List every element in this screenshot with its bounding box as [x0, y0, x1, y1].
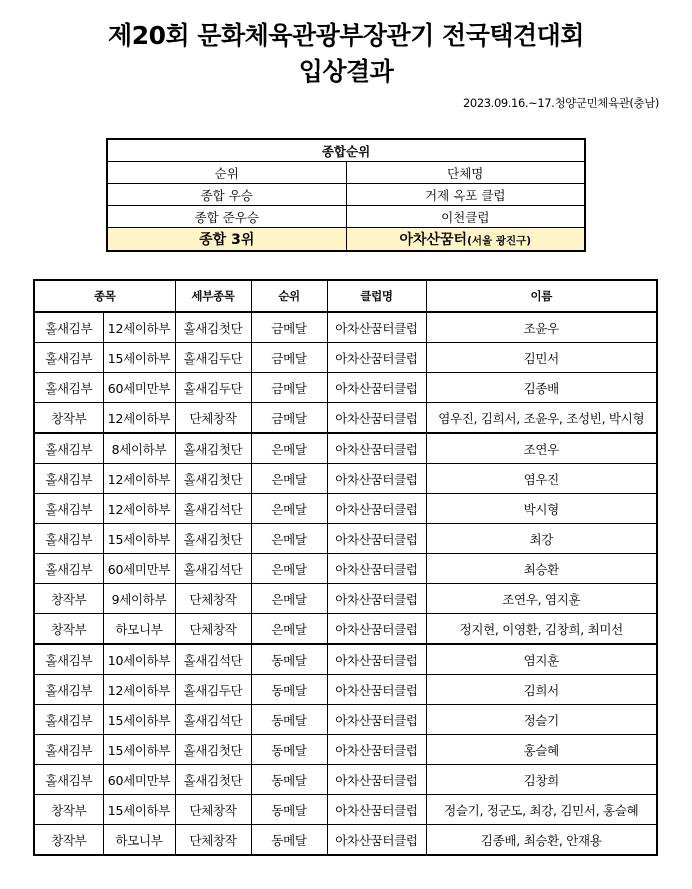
division-cell: 12세이하부 — [103, 403, 175, 434]
table-row — [34, 403, 657, 434]
event-cell: 홀새김부 — [34, 675, 103, 705]
club-cell: 아차산꿈터클럽 — [327, 524, 426, 554]
sub-event-cell: 단체창작 — [175, 614, 251, 645]
division-cell: 12세이하부 — [103, 675, 175, 705]
table-row — [34, 343, 657, 373]
name-cell: 염우진 — [426, 464, 657, 494]
table-row — [34, 584, 657, 614]
event-cell: 홀새김부 — [34, 373, 103, 403]
table-row — [34, 825, 657, 856]
division-cell: 15세이하부 — [103, 795, 175, 825]
division-cell: 15세이하부 — [103, 343, 175, 373]
header-club: 클럽명 — [327, 280, 426, 312]
division-cell: 15세이하부 — [103, 705, 175, 735]
rank-cell: 종합 우승 — [107, 184, 346, 206]
sub-event-cell: 홀새김두단 — [175, 343, 251, 373]
division-cell: 60세미만부 — [103, 373, 175, 403]
sub-event-cell: 단체창작 — [175, 795, 251, 825]
name-cell: 최승환 — [426, 554, 657, 584]
medal-cell: 동메달 — [251, 735, 327, 765]
event-cell: 홀새김부 — [34, 312, 103, 343]
event-cell: 홀새김부 — [34, 735, 103, 765]
club-cell: 아차산꿈터클럽 — [327, 735, 426, 765]
page-title: 제20회 문화체육관광부장관기 전국택견대회 — [108, 21, 584, 50]
table-row — [34, 705, 657, 735]
club-cell: 아차산꿈터클럽 — [327, 644, 426, 675]
event-cell: 홀새김부 — [34, 554, 103, 584]
club-cell: 아차산꿈터클럽 — [327, 614, 426, 645]
event-cell: 홀새김부 — [34, 494, 103, 524]
name-cell: 홍슬혜 — [426, 735, 657, 765]
table-row — [34, 614, 657, 645]
table-row — [34, 644, 657, 675]
club-cell: 아차산꿈터클럽 — [327, 312, 426, 343]
club-cell: 아차산꿈터클럽 — [327, 343, 426, 373]
sub-event-cell: 단체창작 — [175, 825, 251, 856]
medal-cell: 은메달 — [251, 494, 327, 524]
sub-event-cell: 홀새김두단 — [175, 675, 251, 705]
header-event: 종목 — [34, 280, 175, 312]
sub-event-cell: 홀새김석단 — [175, 554, 251, 584]
event-cell: 창작부 — [34, 825, 103, 856]
table-row — [34, 464, 657, 494]
sub-event-cell: 홀새김첫단 — [175, 433, 251, 464]
team-cell: 거제 옥포 클럽 — [346, 184, 585, 206]
sub-event-cell: 홀새김첫단 — [175, 464, 251, 494]
medal-cell: 금메달 — [251, 373, 327, 403]
sub-event-cell: 홀새김첫단 — [175, 312, 251, 343]
medal-cell: 금메달 — [251, 312, 327, 343]
table-row — [34, 765, 657, 795]
medal-cell: 은메달 — [251, 524, 327, 554]
sub-event-cell: 단체창작 — [175, 584, 251, 614]
division-cell: 15세이하부 — [103, 735, 175, 765]
third-team-cell — [346, 228, 585, 252]
table-row — [34, 524, 657, 554]
table-row — [34, 312, 657, 343]
club-cell: 아차산꿈터클럽 — [327, 795, 426, 825]
club-cell: 아차산꿈터클럽 — [327, 675, 426, 705]
rank-cell: 종합 준우승 — [107, 206, 346, 228]
event-cell: 창작부 — [34, 795, 103, 825]
name-cell: 조연우, 염지훈 — [426, 584, 657, 614]
medal-cell: 동메달 — [251, 765, 327, 795]
medal-cell: 은메달 — [251, 584, 327, 614]
division-cell: 12세이하부 — [103, 464, 175, 494]
sub-event-cell: 단체창작 — [175, 403, 251, 434]
club-cell: 아차산꿈터클럽 — [327, 464, 426, 494]
sub-event-cell: 홀새김석단 — [175, 705, 251, 735]
team-cell: 이천클럽 — [346, 206, 585, 228]
event-cell: 홀새김부 — [34, 524, 103, 554]
event-cell: 홀새김부 — [34, 644, 103, 675]
division-cell: 15세이하부 — [103, 524, 175, 554]
name-cell: 조윤우 — [426, 312, 657, 343]
event-cell: 창작부 — [34, 614, 103, 645]
table-row — [34, 735, 657, 765]
col-rank-header: 순위 — [107, 162, 346, 184]
name-cell: 조연우 — [426, 433, 657, 464]
medal-cell: 은메달 — [251, 614, 327, 645]
division-cell: 하모니부 — [103, 825, 175, 856]
third-team-location: (서울 광진구) — [467, 235, 532, 247]
club-cell: 아차산꿈터클럽 — [327, 705, 426, 735]
division-cell: 60세미만부 — [103, 765, 175, 795]
table-row — [34, 433, 657, 464]
third-team-name: 아차산꿈터 — [399, 232, 468, 248]
results-table — [33, 279, 658, 856]
event-cell: 홀새김부 — [34, 343, 103, 373]
club-cell: 아차산꿈터클럽 — [327, 825, 426, 856]
table-row — [34, 373, 657, 403]
table-row — [34, 795, 657, 825]
medal-cell: 동메달 — [251, 705, 327, 735]
name-cell: 박시형 — [426, 494, 657, 524]
club-cell: 아차산꿈터클럽 — [327, 494, 426, 524]
club-cell: 아차산꿈터클럽 — [327, 373, 426, 403]
event-cell: 홀새김부 — [34, 433, 103, 464]
division-cell: 8세이하부 — [103, 433, 175, 464]
name-cell: 염우진, 김희서, 조윤우, 조성빈, 박시형 — [426, 403, 657, 434]
header-rank: 순위 — [251, 280, 327, 312]
club-cell: 아차산꿈터클럽 — [327, 554, 426, 584]
sub-event-cell: 홀새김첫단 — [175, 524, 251, 554]
name-cell: 염지훈 — [426, 644, 657, 675]
club-cell: 아차산꿈터클럽 — [327, 765, 426, 795]
sub-event-cell: 홀새김첫단 — [175, 765, 251, 795]
medal-cell: 은메달 — [251, 554, 327, 584]
name-cell: 김민서 — [426, 343, 657, 373]
medal-cell: 은메달 — [251, 464, 327, 494]
overall-ranking-header: 종합순위 — [107, 139, 585, 162]
header-name: 이름 — [426, 280, 657, 312]
sub-event-cell: 홀새김첫단 — [175, 735, 251, 765]
medal-cell: 동메달 — [251, 644, 327, 675]
name-cell: 정슬기, 정군도, 최강, 김민서, 홍슬혜 — [426, 795, 657, 825]
name-cell: 김창희 — [426, 765, 657, 795]
event-cell: 창작부 — [34, 403, 103, 434]
name-cell: 정슬기 — [426, 705, 657, 735]
name-cell: 최강 — [426, 524, 657, 554]
club-cell: 아차산꿈터클럽 — [327, 433, 426, 464]
header-sub-event: 세부종목 — [175, 280, 251, 312]
club-cell: 아차산꿈터클럽 — [327, 584, 426, 614]
sub-event-cell: 홀새김석단 — [175, 494, 251, 524]
medal-cell: 금메달 — [251, 343, 327, 373]
name-cell: 김종배, 최승환, 안재용 — [426, 825, 657, 856]
medal-cell: 동메달 — [251, 825, 327, 856]
event-cell: 홀새김부 — [34, 705, 103, 735]
event-cell: 홀새김부 — [34, 464, 103, 494]
name-cell: 정지현, 이영환, 김창희, 최미선 — [426, 614, 657, 645]
division-cell: 60세미만부 — [103, 554, 175, 584]
sub-event-cell: 홀새김석단 — [175, 644, 251, 675]
sub-event-cell: 홀새김두단 — [175, 373, 251, 403]
club-cell: 아차산꿈터클럽 — [327, 403, 426, 434]
division-cell: 10세이하부 — [103, 644, 175, 675]
col-team-header: 단체명 — [346, 162, 585, 184]
table-row — [34, 554, 657, 584]
division-cell: 9세이하부 — [103, 584, 175, 614]
name-cell: 김희서 — [426, 675, 657, 705]
division-cell: 하모니부 — [103, 614, 175, 645]
event-cell: 홀새김부 — [34, 765, 103, 795]
medal-cell: 금메달 — [251, 403, 327, 434]
third-rank-cell: 종합 3위 — [107, 228, 346, 252]
division-cell: 12세이하부 — [103, 494, 175, 524]
table-row — [34, 675, 657, 705]
event-cell: 창작부 — [34, 584, 103, 614]
name-cell: 김종배 — [426, 373, 657, 403]
division-cell: 12세이하부 — [103, 312, 175, 343]
medal-cell: 은메달 — [251, 433, 327, 464]
table-row — [34, 494, 657, 524]
medal-cell: 동메달 — [251, 795, 327, 825]
page-subtitle: 입상결과 — [298, 57, 394, 86]
overall-ranking-table — [106, 138, 586, 252]
date-venue: 2023.09.16.~17.청양군민체육관(충남) — [463, 96, 659, 110]
medal-cell: 동메달 — [251, 675, 327, 705]
